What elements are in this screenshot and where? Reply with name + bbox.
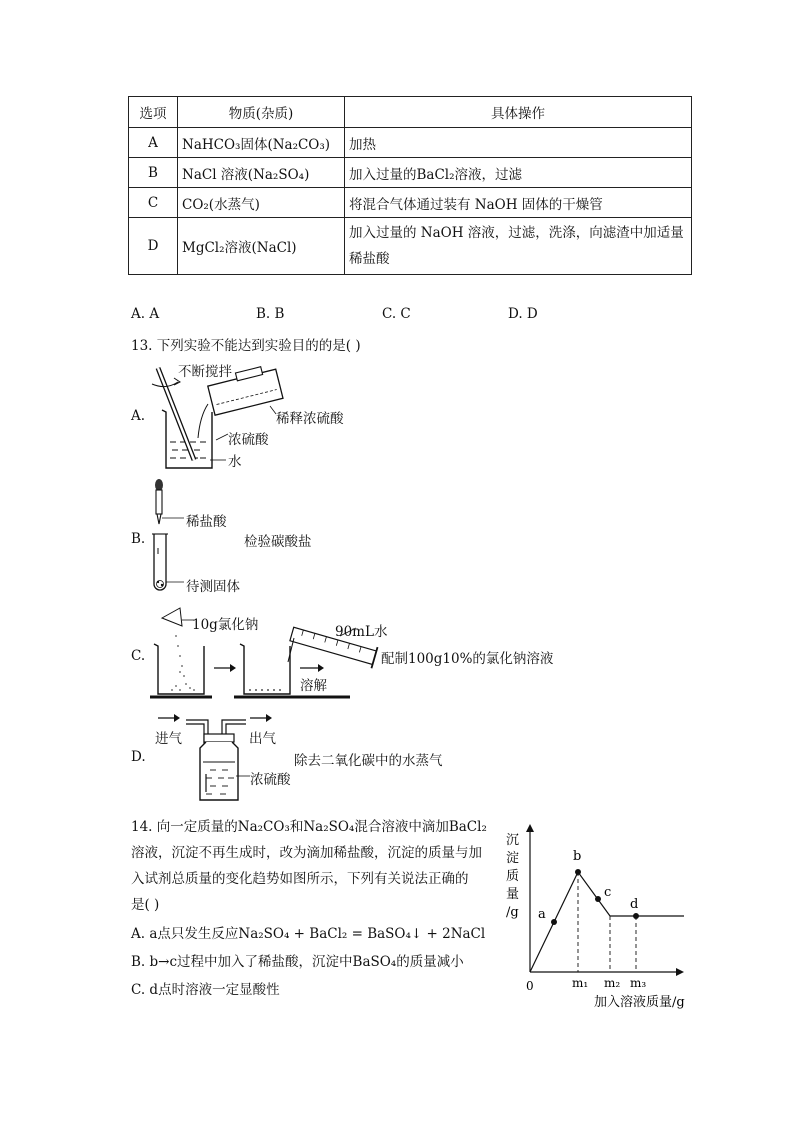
option-a-letter[interactable]: A. <box>131 408 146 424</box>
dilute-purpose-label: 稀释浓硫酸 <box>276 411 344 427</box>
point-d <box>633 913 639 919</box>
table-row <box>129 188 692 218</box>
remove-vapor-label: 除去二氧化碳中的水蒸气 <box>294 753 443 769</box>
q14-line4: 是( ) <box>131 897 160 913</box>
row-substance: MgCl₂溶液(NaCl) <box>178 218 345 275</box>
row-operation <box>345 218 692 275</box>
precipitate-graph <box>500 820 700 1010</box>
table-row <box>129 218 692 275</box>
row-substance: CO₂(水蒸气) <box>178 188 345 218</box>
point-label-b: b <box>573 849 582 864</box>
q14-option-b[interactable]: B. b→c过程中加入了稀盐酸，沉淀中BaSO₄的质量减小 <box>131 954 464 970</box>
salt-label: 10g氯化钠 <box>192 617 259 633</box>
option-c-letter[interactable]: C. <box>131 648 146 664</box>
dilute-hcl-label: 稀盐酸 <box>186 514 227 530</box>
row-operation-line: 稀盐酸 <box>349 251 390 267</box>
row-operation: 加入过量的BaCl₂溶液，过滤 <box>345 158 692 188</box>
dissolve-label: 溶解 <box>300 678 327 694</box>
ylabel-char: 淀 <box>506 851 520 866</box>
test-solid-label: 待测固体 <box>186 579 240 595</box>
stir-label: 不断搅拌 <box>178 364 232 380</box>
xtick-m2: m₂ <box>604 976 621 990</box>
row-option: A <box>129 128 178 158</box>
row-option: D <box>129 218 178 275</box>
origin-label: 0 <box>526 979 534 993</box>
table-row <box>129 128 692 158</box>
xlabel: 加入溶液质量/g <box>594 995 685 1010</box>
point-b <box>575 869 581 875</box>
ylabel-char: /g <box>506 905 519 920</box>
choice-c[interactable]: C. C <box>382 306 411 322</box>
choice-d[interactable]: D. D <box>508 306 538 322</box>
option-d-letter[interactable]: D. <box>131 749 146 765</box>
row-operation-line: 加入过量的 NaOH 溶液，过滤，洗涤，向滤渣中加适量 <box>349 225 684 241</box>
row-option: B <box>129 158 178 188</box>
gas-out-label: 出气 <box>249 731 276 747</box>
point-c <box>595 896 601 902</box>
q14-line2: 溶液，沉淀不再生成时，改为滴加稀盐酸，沉淀的质量与加 <box>131 845 482 861</box>
col-header-option: 选项 <box>129 97 178 128</box>
xtick-m3: m₃ <box>630 976 647 990</box>
test-carbonate-label: 检验碳酸盐 <box>244 534 312 550</box>
prep-purpose-label: 配制100g10%的氯化钠溶液 <box>381 651 554 667</box>
ylabel-char: 量 <box>506 887 520 902</box>
wash-acid-label: 浓硫酸 <box>250 772 291 788</box>
row-option: C <box>129 188 178 218</box>
table-header-row <box>129 97 692 128</box>
q14-option-c[interactable]: C. d点时溶液一定显酸性 <box>131 982 280 998</box>
xtick-m1: m₁ <box>572 976 589 990</box>
question-13-stem: 13. 下列实验不能达到实验目的的是( ) <box>131 338 361 354</box>
conc-acid-label: 浓硫酸 <box>228 432 269 448</box>
choice-a[interactable]: A. A <box>131 306 160 322</box>
point-label-a: a <box>538 907 546 922</box>
col-header-substance: 物质(杂质) <box>178 97 345 128</box>
options-table <box>128 96 692 275</box>
water-volume-label: 90mL水 <box>335 624 388 640</box>
gas-in-label: 进气 <box>155 731 182 747</box>
q14-line1: 14. 向一定质量的Na₂CO₃和Na₂SO₄混合溶液中滴加BaCl₂ <box>131 819 487 835</box>
row-substance: NaHCO₃固体(Na₂CO₃) <box>178 128 345 158</box>
q14-option-a[interactable]: A. a点只发生反应Na₂SO₄ + BaCl₂ = BaSO₄↓ + 2NaCl <box>131 926 486 942</box>
point-label-d: d <box>630 897 639 912</box>
row-substance: NaCl 溶液(Na₂SO₄) <box>178 158 345 188</box>
ylabel-char: 沉 <box>506 833 520 848</box>
water-label: 水 <box>228 454 242 470</box>
point-label-c: c <box>604 885 612 900</box>
point-a <box>551 919 557 925</box>
row-operation: 将混合气体通过装有 NaOH 固体的干燥管 <box>345 188 692 218</box>
option-b-letter[interactable]: B. <box>131 531 146 547</box>
choice-b[interactable]: B. B <box>256 306 285 322</box>
ylabel-char: 质 <box>506 869 520 884</box>
col-header-operation: 具体操作 <box>345 97 692 128</box>
table-row <box>129 158 692 188</box>
row-operation: 加热 <box>345 128 692 158</box>
gas-wash-bottle-diagram <box>150 708 290 804</box>
q14-line3: 入试剂总质量的变化趋势如图所示，下列有关说法正确的 <box>131 871 469 887</box>
